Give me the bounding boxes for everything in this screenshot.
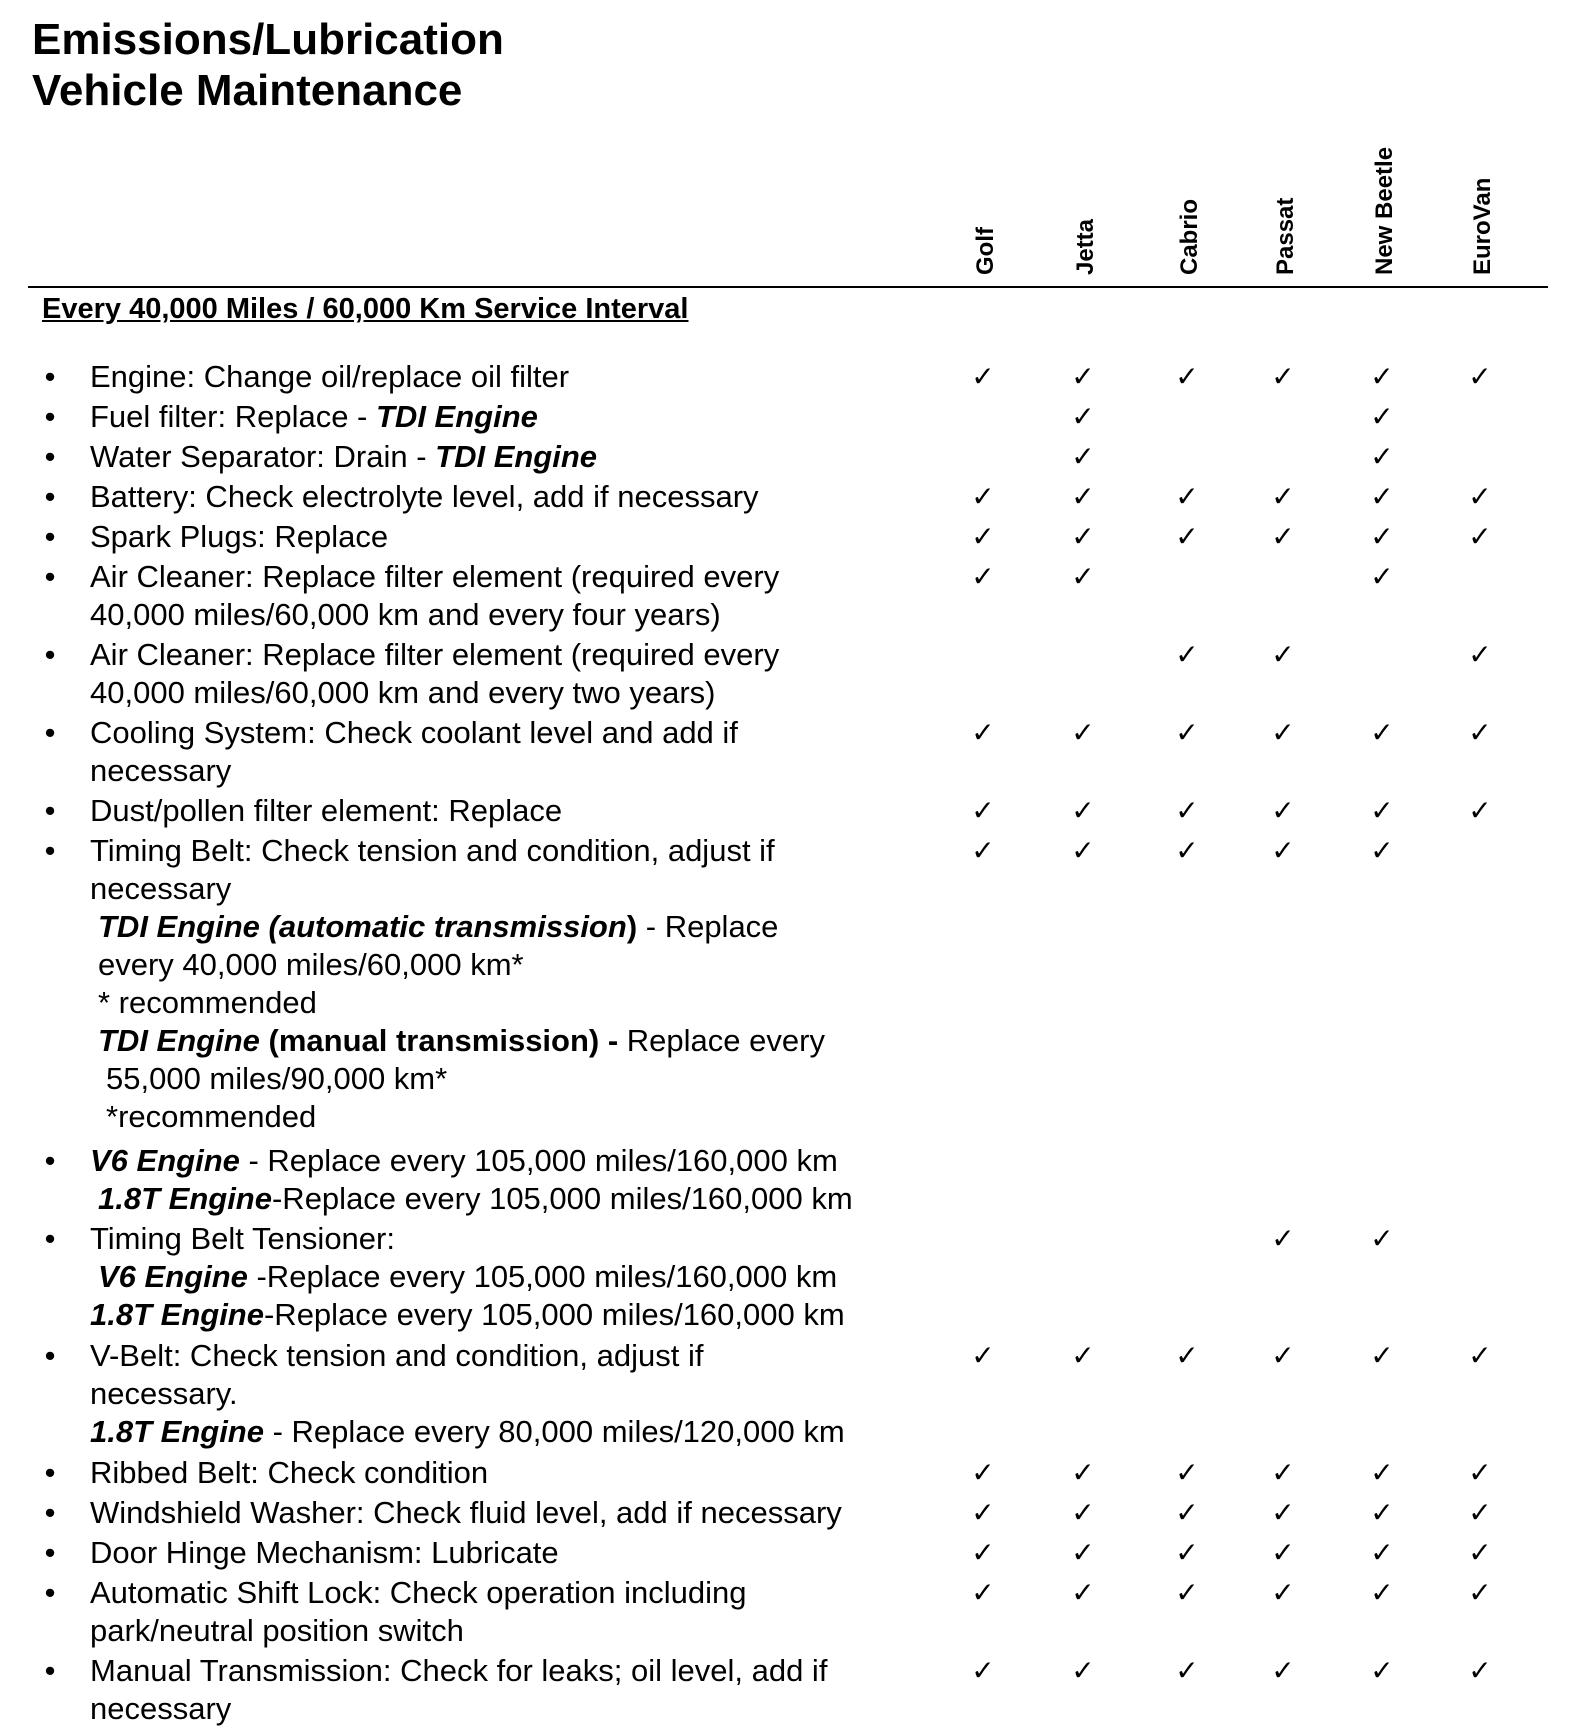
check-new-beetle: ✓ <box>1370 480 1394 513</box>
check-new-beetle: ✓ <box>1370 1654 1394 1687</box>
check-cabrio: ✓ <box>1175 1496 1199 1529</box>
check-eurovan: ✓ <box>1468 360 1492 393</box>
check-passat: ✓ <box>1271 480 1295 513</box>
check-new-beetle: ✓ <box>1370 1536 1394 1569</box>
item-text-line-2: necessary. <box>90 1376 238 1411</box>
check-new-beetle: ✓ <box>1370 440 1394 473</box>
check-passat: ✓ <box>1271 1576 1295 1609</box>
check-passat: ✓ <box>1271 1654 1295 1687</box>
check-golf: ✓ <box>971 1339 995 1372</box>
item-emphasis: 1.8T Engine <box>98 1181 272 1216</box>
bullet: • <box>44 1495 56 1530</box>
check-new-beetle: ✓ <box>1370 834 1394 867</box>
check-golf: ✓ <box>971 360 995 393</box>
column-header-jetta: Jetta <box>1072 218 1099 275</box>
item-text: Battery: Check electrolyte level, add if necessary <box>90 479 759 514</box>
bullet: • <box>44 715 56 750</box>
check-golf: ✓ <box>971 794 995 827</box>
check-cabrio: ✓ <box>1175 520 1199 553</box>
check-new-beetle: ✓ <box>1370 1339 1394 1372</box>
check-new-beetle: ✓ <box>1370 1576 1394 1609</box>
check-passat: ✓ <box>1271 834 1295 867</box>
bullet: • <box>44 1455 56 1490</box>
check-cabrio: ✓ <box>1175 1339 1199 1372</box>
bullet: • <box>44 519 56 554</box>
bullet: • <box>44 479 56 514</box>
bullet: • <box>44 1338 56 1373</box>
column-header-golf: Golf <box>972 227 999 275</box>
item-text: Engine: Change oil/replace oil filter <box>90 359 570 394</box>
check-passat: ✓ <box>1271 520 1295 553</box>
check-new-beetle: ✓ <box>1370 716 1394 749</box>
item-emphasis: 1.8T Engine <box>90 1297 264 1332</box>
item-text: Dust/pollen filter element: Replace <box>90 793 563 828</box>
item-text-line-1: Automatic Shift Lock: Check operation including <box>90 1575 747 1610</box>
item-emphasis: TDI Engine <box>376 399 538 434</box>
item-text: Door Hinge Mechanism: Lubricate <box>90 1535 559 1570</box>
column-header-eurovan: EuroVan <box>1469 177 1496 275</box>
check-eurovan: ✓ <box>1468 1496 1492 1529</box>
bullet: • <box>44 1653 56 1688</box>
item-text-line-1: Air Cleaner: Replace filter element (required every <box>90 559 780 594</box>
check-jetta: ✓ <box>1071 1536 1095 1569</box>
item-text: Water Separator: Drain - <box>90 439 436 474</box>
bullet: • <box>44 1535 56 1570</box>
bullet: • <box>44 833 56 868</box>
check-golf: ✓ <box>971 1654 995 1687</box>
check-jetta: ✓ <box>1071 794 1095 827</box>
item-bold: ) <box>626 909 638 944</box>
check-cabrio: ✓ <box>1175 1536 1199 1569</box>
check-jetta: ✓ <box>1071 1576 1095 1609</box>
check-eurovan: ✓ <box>1468 638 1492 671</box>
item-text-line-2: 40,000 miles/60,000 km and every two years) <box>90 675 716 710</box>
item-text: -Replace every 105,000 miles/160,000 km <box>263 1297 845 1332</box>
item-text-line-1: Air Cleaner: Replace filter element (required every <box>90 637 780 672</box>
item-text: - Replace <box>637 909 779 944</box>
check-passat: ✓ <box>1271 1222 1295 1255</box>
check-new-beetle: ✓ <box>1370 360 1394 393</box>
item-text-line-2: necessary <box>90 753 232 788</box>
bullet: • <box>44 793 56 828</box>
check-jetta: ✓ <box>1071 440 1095 473</box>
check-jetta: ✓ <box>1071 1496 1095 1529</box>
item-text-line-2: necessary <box>90 871 232 906</box>
bullet: • <box>44 559 56 594</box>
item-text: Replace every <box>626 1023 825 1058</box>
item-text: Windshield Washer: Check fluid level, add if necessary <box>90 1495 842 1530</box>
item-emphasis: TDI Engine (automatic transmission <box>98 909 627 944</box>
check-new-beetle: ✓ <box>1370 794 1394 827</box>
bullet: • <box>44 439 56 474</box>
check-passat: ✓ <box>1271 1456 1295 1489</box>
check-jetta: ✓ <box>1071 1456 1095 1489</box>
check-golf: ✓ <box>971 1536 995 1569</box>
check-cabrio: ✓ <box>1175 1576 1199 1609</box>
check-cabrio: ✓ <box>1175 638 1199 671</box>
check-golf: ✓ <box>971 520 995 553</box>
check-cabrio: ✓ <box>1175 1654 1199 1687</box>
check-cabrio: ✓ <box>1175 794 1199 827</box>
check-new-beetle: ✓ <box>1370 400 1394 433</box>
check-eurovan: ✓ <box>1468 716 1492 749</box>
check-jetta: ✓ <box>1071 400 1095 433</box>
check-eurovan: ✓ <box>1468 520 1492 553</box>
check-golf: ✓ <box>971 480 995 513</box>
item-text: - Replace every 105,000 miles/160,000 km <box>239 1143 838 1178</box>
item-text: -Replace every 105,000 miles/160,000 km <box>271 1181 853 1216</box>
item-text-line-4: every 40,000 miles/60,000 km* <box>98 947 524 982</box>
check-jetta: ✓ <box>1071 834 1095 867</box>
item-bold: (manual transmission) - <box>259 1023 627 1058</box>
page-title <box>32 14 504 116</box>
item-text-line-1: Manual Transmission: Check for leaks; oil level, add if <box>90 1653 828 1688</box>
check-eurovan: ✓ <box>1468 1339 1492 1372</box>
check-cabrio: ✓ <box>1175 834 1199 867</box>
check-jetta: ✓ <box>1071 480 1095 513</box>
check-jetta: ✓ <box>1071 520 1095 553</box>
item-text-line-1: Cooling System: Check coolant level and add if <box>90 715 738 750</box>
check-golf: ✓ <box>971 560 995 593</box>
check-golf: ✓ <box>971 1496 995 1529</box>
bullet: • <box>44 1221 56 1256</box>
header-divider <box>28 286 1548 288</box>
check-passat: ✓ <box>1271 360 1295 393</box>
check-passat: ✓ <box>1271 794 1295 827</box>
item-emphasis: V6 Engine <box>98 1259 248 1294</box>
item-text: Ribbed Belt: Check condition <box>90 1455 489 1490</box>
item-emphasis: TDI Engine <box>98 1023 260 1058</box>
item-emphasis: TDI Engine <box>435 439 598 474</box>
check-new-beetle: ✓ <box>1370 1222 1394 1255</box>
item-text-line-1: Timing Belt Tensioner: <box>90 1221 395 1256</box>
check-golf: ✓ <box>971 1456 995 1489</box>
check-jetta: ✓ <box>1071 360 1095 393</box>
item-text-line-7: 55,000 miles/90,000 km* <box>106 1061 448 1096</box>
bullet: • <box>44 1143 56 1178</box>
item-emphasis: 1.8T Engine <box>90 1414 264 1449</box>
check-eurovan: ✓ <box>1468 1654 1492 1687</box>
check-cabrio: ✓ <box>1175 480 1199 513</box>
check-jetta: ✓ <box>1071 1654 1095 1687</box>
check-jetta: ✓ <box>1071 1339 1095 1372</box>
check-cabrio: ✓ <box>1175 360 1199 393</box>
column-header-passat: Passat <box>1272 197 1299 275</box>
column-header-cabrio: Cabrio <box>1176 198 1203 275</box>
check-jetta: ✓ <box>1071 716 1095 749</box>
item-emphasis: V6 Engine <box>90 1143 240 1178</box>
item-text: - Replace every 80,000 miles/120,000 km <box>263 1414 845 1449</box>
check-jetta: ✓ <box>1071 560 1095 593</box>
item-text-line-1: Timing Belt: Check tension and condition, adjust if <box>90 833 775 868</box>
check-golf: ✓ <box>971 834 995 867</box>
item-text-line-5: * recommended <box>98 985 317 1020</box>
bullet: • <box>44 399 56 434</box>
check-eurovan: ✓ <box>1468 1576 1492 1609</box>
bullet: • <box>44 1575 56 1610</box>
title-line-1: Emissions/Lubrication <box>32 15 504 64</box>
check-new-beetle: ✓ <box>1370 560 1394 593</box>
check-passat: ✓ <box>1271 638 1295 671</box>
item-text-line-2: park/neutral position switch <box>90 1613 464 1648</box>
check-new-beetle: ✓ <box>1370 1496 1394 1529</box>
column-header-new-beetle: New Beetle <box>1371 146 1398 275</box>
item-text-line-2: 40,000 miles/60,000 km and every four years) <box>90 597 721 632</box>
item-text: Spark Plugs: Replace <box>90 519 389 554</box>
bullet: • <box>44 637 56 672</box>
check-eurovan: ✓ <box>1468 1456 1492 1489</box>
check-golf: ✓ <box>971 716 995 749</box>
item-text: Fuel filter: Replace - <box>90 399 376 434</box>
check-cabrio: ✓ <box>1175 1456 1199 1489</box>
check-eurovan: ✓ <box>1468 1536 1492 1569</box>
item-text-line-8: *recommended <box>106 1099 317 1134</box>
item-text-line-1: V-Belt: Check tension and condition, adjust if <box>90 1338 704 1373</box>
check-eurovan: ✓ <box>1468 480 1492 513</box>
check-eurovan: ✓ <box>1468 794 1492 827</box>
check-passat: ✓ <box>1271 1536 1295 1569</box>
section-title: Every 40,000 Miles / 60,000 Km Service Interval <box>42 293 689 325</box>
check-new-beetle: ✓ <box>1370 520 1394 553</box>
check-passat: ✓ <box>1271 716 1295 749</box>
check-new-beetle: ✓ <box>1370 1456 1394 1489</box>
check-passat: ✓ <box>1271 1339 1295 1372</box>
title-line-2: Vehicle Maintenance <box>32 66 463 115</box>
check-cabrio: ✓ <box>1175 716 1199 749</box>
check-passat: ✓ <box>1271 1496 1295 1529</box>
bullet: • <box>44 359 56 394</box>
item-text: -Replace every 105,000 miles/160,000 km <box>247 1259 838 1294</box>
check-golf: ✓ <box>971 1576 995 1609</box>
item-text-line-2: necessary <box>90 1691 232 1726</box>
